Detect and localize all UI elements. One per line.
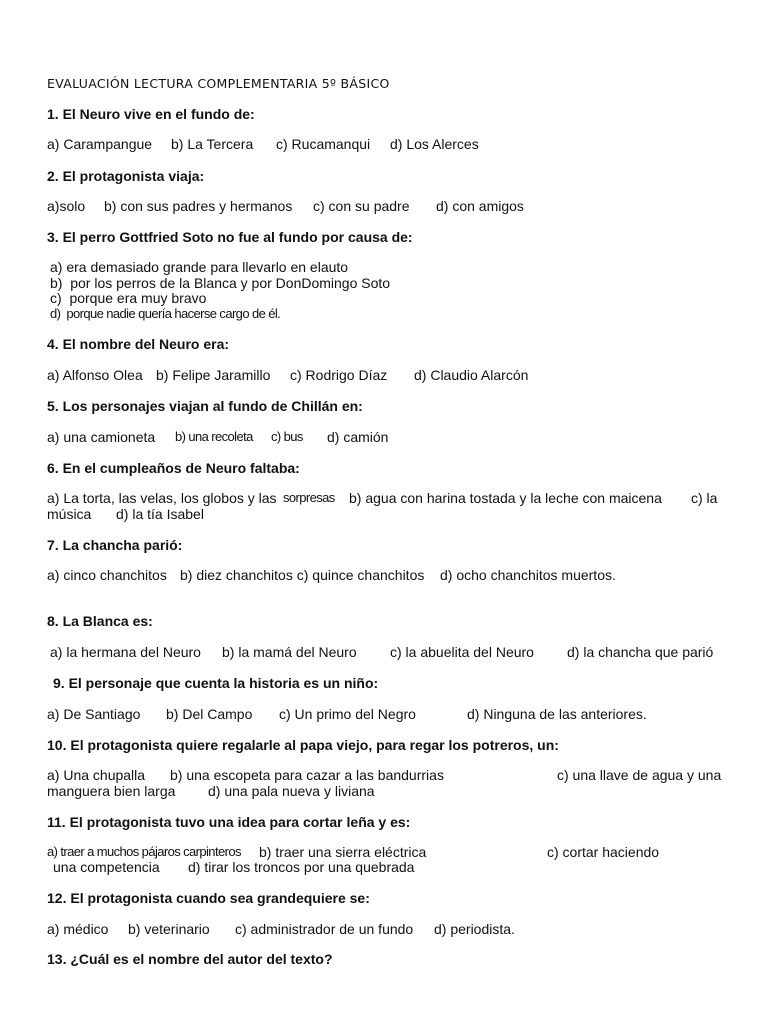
answer-10d: d) una pala nueva y liviana [208,783,375,799]
answer-4c: c) Rodrigo Díaz [290,367,388,383]
answer-5d: d) camión [327,429,389,445]
answer-9a: a) De Santiago [47,706,141,722]
answer-1b: b) La Tercera [171,136,254,152]
answer-12c: c) administrador de un fundo [235,921,414,937]
answer-10c-cont: manguera bien larga [47,783,176,799]
question-4: 4. El nombre del Neuro era: [47,336,230,352]
answer-2c: c) con su padre [313,198,410,214]
answer-11c: c) cortar haciendo [547,844,660,860]
question-5: 5. Los personajes viajan al fundo de Chillán en: [47,398,363,414]
answer-5b: b) una recoleta [175,429,253,444]
answer-6d: d) la tía Isabel [116,506,204,522]
answer-11a: a) traer a muchos pájaros carpinteros [47,844,241,859]
answer-3a: a) era demasiado grande para llevarlo en elauto [50,259,349,275]
answer-5a: a) una camioneta [47,429,156,445]
question-1: 1. El Neuro vive en el fundo de: [47,106,255,122]
answer-4d: d) Claudio Alarcón [414,367,529,383]
answer-11b: b) traer una sierra eléctrica [259,844,427,860]
answer-3d: d) porque nadie quería hacerse cargo de él. [50,306,281,321]
answer-4b: b) Felipe Jaramillo [156,367,271,383]
question-3: 3. El perro Gottfried Soto no fue al fundo por causa de: [47,229,413,245]
answer-1c: c) Rucamanqui [276,136,371,152]
question-9: 9. El personaje que cuenta la historia es un niño: [53,675,379,691]
answer-8a: a) la hermana del Neuro [50,644,201,660]
answer-9d: d) Ninguna de las anteriores. [467,706,647,722]
question-10: 10. El protagonista quiere regalarle al papa viejo, para regar los potreros, un: [47,737,559,753]
answer-10c: c) una llave de agua y una [557,767,722,783]
answer-12a: a) médico [47,921,109,937]
answer-9b: b) Del Campo [166,706,253,722]
answer-6a: a) La torta, las velas, los globos y las [47,490,277,506]
answer-1a: a) Carampangue [47,136,153,152]
answer-5c: c) bus [271,429,303,444]
answer-2b: b) con sus padres y hermanos [104,198,293,214]
answer-8d: d) la chancha que parió [567,644,714,660]
answer-6c: c) la [691,490,718,506]
answer-11c-cont: una competencia [53,859,160,875]
question-6: 6. En el cumpleaños de Neuro faltaba: [47,460,300,476]
question-7: 7. La chancha parió: [47,537,183,553]
answer-7a: a) cinco chanchitos [47,567,167,583]
answer-10a: a) Una chupalla [47,767,146,783]
answer-12b: b) veterinario [128,921,210,937]
answer-8b: b) la mamá del Neuro [222,644,357,660]
answer-10b: b) una escopeta para cazar a las bandurrias [170,767,444,783]
answer-6c-cont: música [47,506,92,522]
answer-2a: a)solo [47,198,86,214]
answer-2d: d) con amigos [436,198,524,214]
answer-7bc: b) diez chanchitos c) quince chanchitos [180,567,425,583]
question-8: 8. La Blanca es: [47,613,153,629]
answer-6b: b) agua con harina tostada y la leche con maicena [349,490,662,506]
question-11: 11. El protagonista tuvo una idea para cortar leña y es: [47,814,411,830]
page-title: EVALUACIÓN LECTURA COMPLEMENTARIA 5º BÁSICO [47,76,390,91]
answer-8c: c) la abuelita del Neuro [390,644,534,660]
question-13: 13. ¿Cuál es el nombre del autor del texto? [47,951,333,967]
answer-6a-cont: sorpresas [283,490,335,505]
question-2: 2. El protagonista viaja: [47,168,205,184]
answer-11d: d) tirar los troncos por una quebrada [188,859,415,875]
answer-4a: a) Alfonso Olea [47,367,143,383]
answer-1d: d) Los Alerces [390,136,479,152]
answer-7d: d) ocho chanchitos muertos. [440,567,616,583]
answer-3b: b) por los perros de la Blanca y por DonDomingo Soto [50,275,391,291]
answer-12d: d) periodista. [434,921,515,937]
answer-9c: c) Un primo del Negro [279,706,416,722]
question-12: 12. El protagonista cuando sea grandequiere se: [47,890,370,906]
answer-3c: c) porque era muy bravo [50,290,207,306]
